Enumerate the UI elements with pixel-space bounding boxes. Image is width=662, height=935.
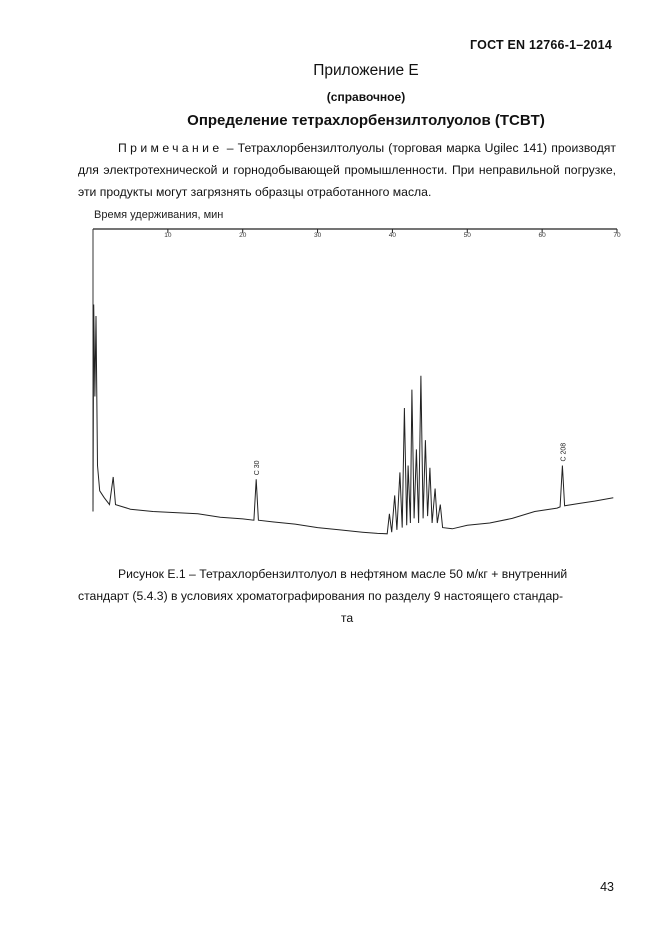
x-tick-label: 70 bbox=[613, 232, 621, 239]
x-tick-label: 10 bbox=[164, 232, 172, 239]
caption-line-1: Рисунок Е.1 – Тетрахлорбензилтолуол в нефтяном масле 50 м/кг + внутренний bbox=[118, 567, 568, 581]
page-number: 43 bbox=[600, 880, 614, 894]
note-paragraph bbox=[78, 137, 616, 203]
x-tick-label: 40 bbox=[388, 232, 397, 239]
x-tick-label: 50 bbox=[463, 232, 471, 239]
appendix-title: Приложение Е bbox=[313, 62, 419, 79]
x-tick-label: 20 bbox=[239, 232, 247, 239]
document-id: ГОСТ EN 12766-1–2014 bbox=[470, 38, 612, 52]
chromatogram-figure bbox=[80, 205, 630, 555]
section-title: Определение тетрахлорбензилтолуолов (TCBT) bbox=[187, 112, 545, 129]
caption-line-2: стандарт (5.4.3) в условиях хроматографирования по разделу 9 настоящего стандар- bbox=[78, 589, 564, 603]
note-label: Примечание bbox=[118, 141, 223, 155]
note-text: – Тетрахлорбензилтолуолы (торговая марка Ugilec 141) производят для электротехнической и горнодобывающей промышленности. При неправильной погрузке, эти продукты могут загрязнять образцы отработанного масла. bbox=[78, 141, 616, 199]
peak-annotation: C 30 bbox=[254, 460, 262, 476]
figure-caption bbox=[78, 563, 616, 629]
chromatogram-chart bbox=[80, 205, 630, 555]
x-tick-label: 30 bbox=[313, 232, 322, 239]
caption-line-3: та bbox=[340, 611, 354, 625]
x-axis-label: Время удерживания, мин bbox=[94, 209, 224, 221]
peak-annotation: C 208 bbox=[560, 442, 568, 462]
x-tick-label: 60 bbox=[538, 232, 546, 239]
appendix-kind: (справочное) bbox=[326, 90, 406, 104]
chromatogram-trace bbox=[93, 305, 613, 534]
